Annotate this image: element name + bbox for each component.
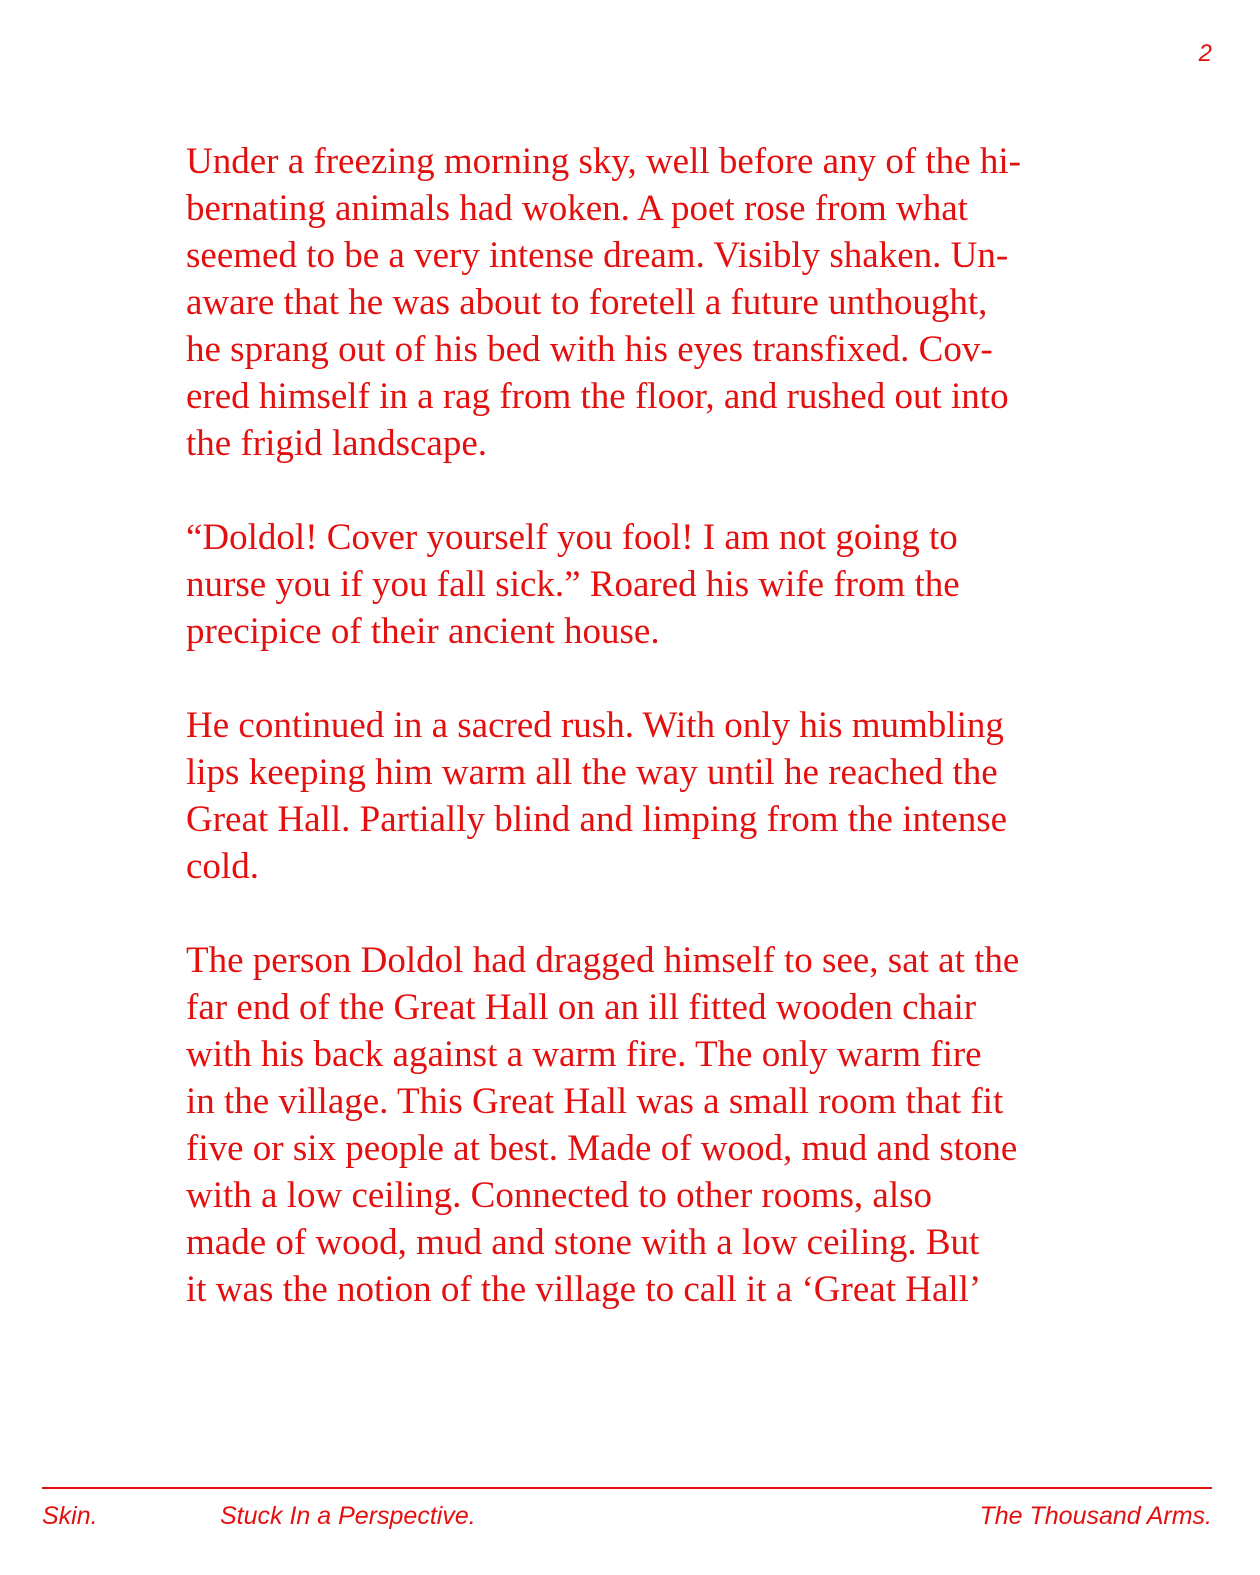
- text-line: it was the notion of the village to call it a ‘Great Hall’: [186, 1269, 982, 1310]
- paragraph-3: [186, 702, 1086, 890]
- footer-chapter-title: The Thousand Arms.: [979, 1502, 1212, 1530]
- text-line: made of wood, mud and stone with a low ceiling. But: [186, 1222, 980, 1263]
- text-line: the frigid landscape.: [186, 423, 488, 464]
- text-line: “Doldol! Cover yourself you fool! I am not going to: [186, 517, 958, 558]
- text-line: nurse you if you fall sick.” Roared his wife from the: [186, 564, 960, 605]
- text-line: cold.: [186, 846, 259, 887]
- text-line: precipice of their ancient house.: [186, 611, 660, 652]
- text-line: Great Hall. Partially blind and limping from the intense: [186, 799, 1008, 840]
- footer-book-title: Skin.: [42, 1502, 98, 1530]
- text-line: in the village. This Great Hall was a small room that fit: [186, 1081, 1004, 1122]
- text-line: lips keeping him warm all the way until he reached the: [186, 752, 998, 793]
- text-line: with a low ceiling. Connected to other rooms, also: [186, 1175, 933, 1216]
- text-line: seemed to be a very intense dream. Visibly shaken. Un-: [186, 235, 1009, 276]
- footer-divider: [42, 1487, 1212, 1489]
- page-number: 2: [1198, 40, 1212, 67]
- text-line: He continued in a sacred rush. With only his mumbling: [186, 705, 1004, 746]
- text-line: he sprang out of his bed with his eyes transfixed. Cov-: [186, 329, 993, 370]
- text-line: with his back against a warm fire. The only warm fire: [186, 1034, 982, 1075]
- text-line: The person Doldol had dragged himself to see, sat at the: [186, 940, 1020, 981]
- text-line: aware that he was about to foretell a future unthought,: [186, 282, 988, 323]
- paragraph-2: [186, 514, 1086, 655]
- text-line: ered himself in a rag from the floor, and rushed out into: [186, 376, 1009, 417]
- footer-subtitle: Stuck In a Perspective.: [220, 1502, 476, 1530]
- text-line: five or six people at best. Made of wood, mud and stone: [186, 1128, 1018, 1169]
- paragraph-4: [186, 937, 1086, 1313]
- paragraph-1: [186, 138, 1086, 467]
- text-line: Under a freezing morning sky, well before any of the hi-: [186, 141, 1021, 182]
- body-text: [186, 138, 1086, 1360]
- text-line: bernating animals had woken. A poet rose from what: [186, 188, 968, 229]
- text-line: far end of the Great Hall on an ill fitted wooden chair: [186, 987, 977, 1028]
